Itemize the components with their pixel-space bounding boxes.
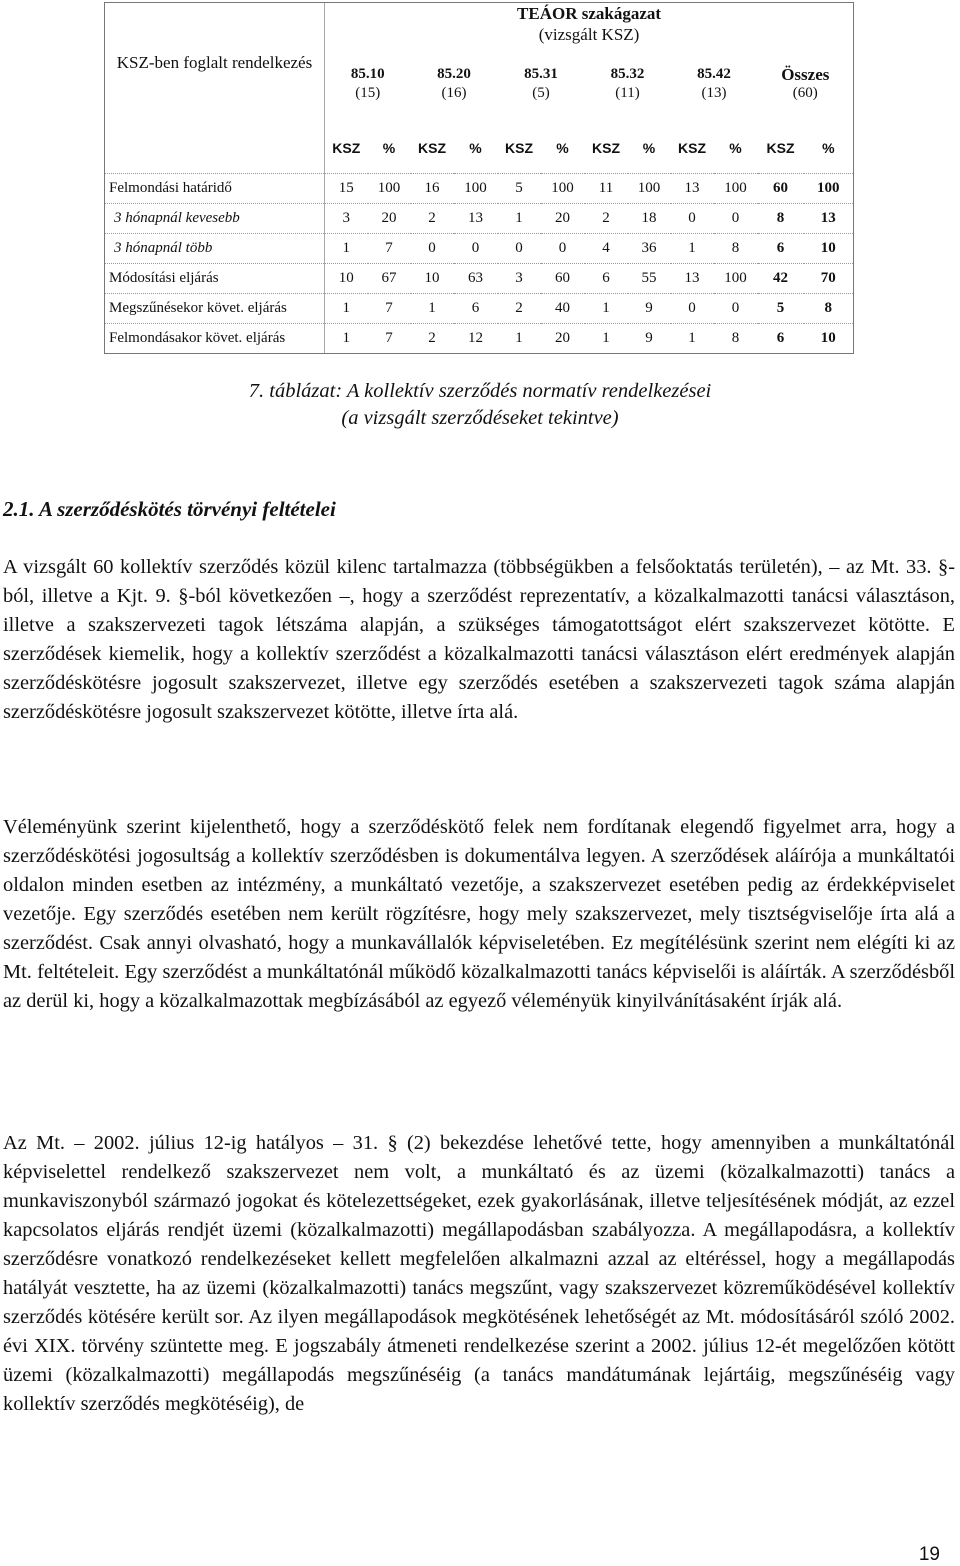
column-header-4: 85.32 (11) <box>610 66 645 101</box>
table-cell: 0 <box>714 203 758 233</box>
column-header-2: 85.20 (16) <box>437 66 471 101</box>
table-cell: 13 <box>671 263 714 293</box>
table-cell: 0 <box>541 233 585 263</box>
table-cell: 40 <box>541 293 585 323</box>
subheader-cell: % <box>642 139 656 156</box>
table-cell: 100 <box>628 173 671 203</box>
column-header-1: 85.10 (15) <box>325 45 411 123</box>
table-cell: 16 <box>411 173 454 203</box>
table-cell: 7 <box>368 233 411 263</box>
table-cell: 63 <box>454 263 498 293</box>
table-cell: 12 <box>454 323 498 353</box>
table-cell: 36 <box>628 233 671 263</box>
table-row <box>105 263 854 293</box>
table-cell: 18 <box>628 203 671 233</box>
table-cell: 20 <box>368 203 411 233</box>
row-label: Felmondási határidő <box>105 173 325 203</box>
table-row <box>105 293 854 323</box>
provisions-table <box>104 2 854 354</box>
subheader-cell: % <box>556 139 569 156</box>
table-cell: 67 <box>368 263 411 293</box>
table-caption <box>0 378 960 432</box>
subheader-cell: KSZ <box>325 123 368 173</box>
subheader-cell: % <box>469 139 482 156</box>
table-cell: 20 <box>541 323 585 353</box>
table-cell: 42 <box>758 263 804 293</box>
table-corner-label: KSZ-ben foglalt rendelkezés <box>105 3 325 124</box>
table-cell: 5 <box>758 293 804 323</box>
table-cell: 6 <box>585 263 628 293</box>
table-cell: 0 <box>454 233 498 263</box>
table-cell: 8 <box>714 233 758 263</box>
table-cell: 2 <box>585 203 628 233</box>
table-cell: 100 <box>714 173 758 203</box>
table-cell: 13 <box>804 203 854 233</box>
column-header-3: 85.31 (5) <box>524 66 558 101</box>
table-cell: 6 <box>758 233 804 263</box>
table-cell: 0 <box>671 293 714 323</box>
paragraph-2: Véleményünk szerint kijelenthető, hogy a szerződéskötő felek nem fordítanak elegendő figyelmet arra, hogy a szerződéskötési jogosultság a kollektív szerződésben is dokumentálva legyen. A szerződések aláírója a munkáltatói oldalon minden esetben az intézmény, a munkáltató vezetője, a szakszervezet esetében pedig az érdekképviselet vezetője. Egy szerződés esetében nem került rögzítésre, hogy mely szakszervezet, mely tisztségviselője írta alá a szerződést. Csak annyi olvasható, hogy a munkavállalók képviseletében. Ez megítélésünk szerint nem elégíti ki az Mt. feltételeit. Egy szerződést a munkáltatónál működő közalkalmazotti tanács képviselői is aláírták. A szerződésből az derül ki, hogy a közalkalmazottak megbízásából az egyező véleményük kinyilvánításaként írják alá. <box>3 816 955 1012</box>
table-cell: 8 <box>714 323 758 353</box>
subheader-cell: KSZ <box>505 139 533 156</box>
table-cell: 7 <box>368 293 411 323</box>
table-cell: 1 <box>325 323 368 353</box>
table-cell: 1 <box>411 293 454 323</box>
table-cell: 1 <box>585 293 628 323</box>
subheader-cell: KSZ <box>678 139 706 156</box>
group-subtitle: (vizsgált KSZ) <box>538 25 640 44</box>
table-cell: 100 <box>368 173 411 203</box>
table-cell: 100 <box>714 263 758 293</box>
table-cell: 4 <box>585 233 628 263</box>
table-cell: 1 <box>585 323 628 353</box>
table-cell: 10 <box>804 233 854 263</box>
table-cell: 2 <box>411 203 454 233</box>
table-cell: 1 <box>498 323 541 353</box>
table-cell: 6 <box>454 293 498 323</box>
row-label: Megszűnésekor követ. eljárás <box>105 293 325 323</box>
subheader-row <box>105 123 854 173</box>
table-cell: 100 <box>804 173 854 203</box>
subheader-cell: % <box>382 139 396 156</box>
table-cell: 10 <box>325 263 368 293</box>
table-cell: 10 <box>411 263 454 293</box>
table-cell: 0 <box>498 233 541 263</box>
table-cell: 60 <box>758 173 804 203</box>
table-row <box>105 203 854 233</box>
table-cell: 7 <box>368 323 411 353</box>
row-label: Felmondásakor követ. eljárás <box>105 323 325 353</box>
table-cell: 6 <box>758 323 804 353</box>
group-header <box>325 3 854 46</box>
subheader-cell: KSZ <box>766 139 795 156</box>
table-cell: 1 <box>671 233 714 263</box>
table-cell: 0 <box>671 203 714 233</box>
table-cell: 3 <box>498 263 541 293</box>
page-number: 19 <box>918 1544 940 1565</box>
table-row <box>105 323 854 353</box>
table-cell: 55 <box>628 263 671 293</box>
table-cell: 11 <box>585 173 628 203</box>
table-cell: 8 <box>804 293 854 323</box>
table-cell: 3 <box>325 203 368 233</box>
table-cell: 15 <box>325 173 368 203</box>
table-cell: 2 <box>498 293 541 323</box>
table-cell: 5 <box>498 173 541 203</box>
table-cell: 100 <box>541 173 585 203</box>
caption-line-1: 7. táblázat: A kollektív szerződés normatív rendelkezései <box>248 380 712 402</box>
paragraph-3: Az Mt. – 2002. július 12-ig hatályos – 31. § (2) bekezdése lehetővé tette, hogy amennyiben a munkáltatónál képviselettel rendelkező szakszervezet nem volt, a munkáltató és az üzemi (közalkalmazotti) tanács a munkaviszonyból származó jogokat és kötelezettségeket, ezek gyakorlásának, illetve teljesítésének módját, az ezzel kapcsolatos eljárás rendjét üzemi (közalkalmazotti) megállapodásban szabályozza. A megállapodásra, a kollektív szerződésre vonatkozó rendelkezéseket kellett megfelelően alkalmazni azzal az eltéréssel, hogy a megállapodás hatályát vesztette, ha az üzemi (közalkalmazotti) tanács megszűnt, vagy szakszervezet közreműködésével kollektív szerződés kötésére került sor. Az ilyen megállapodások megkötésének lehetőségét az Mt. módosításáról szóló 2002. évi XIX. törvény szüntette meg. E jogszabály átmeneti rendelkezése szerint a 2002. július 12-ét megelőzően kötött üzemi (közalkalmazotti) megállapodás megszűnéséig (a tanács mandátumának lejártáig, megszűnéséig vagy kollektív szerződés megkötéséig), de <box>3 1132 955 1415</box>
table-cell: 1 <box>325 293 368 323</box>
subheader-cell: % <box>729 139 742 156</box>
table-row <box>105 173 854 203</box>
row-label: Módosítási eljárás <box>105 263 325 293</box>
table-cell: 60 <box>541 263 585 293</box>
section-heading: 2.1. A szerződéskötés törvényi feltételei <box>3 497 336 521</box>
subheader-cell: KSZ <box>592 139 620 156</box>
column-header-5: 85.42 (13) <box>697 66 731 101</box>
table-cell: 1 <box>671 323 714 353</box>
row-label: 3 hónapnál több <box>105 233 325 263</box>
table-cell: 100 <box>454 173 498 203</box>
subheader-cell: % <box>804 123 854 173</box>
subheader-cell: KSZ <box>418 139 446 156</box>
table-cell: 13 <box>671 173 714 203</box>
group-title: TEÁOR szakágazat <box>517 4 662 23</box>
table-cell: 2 <box>411 323 454 353</box>
table-cell: 0 <box>714 293 758 323</box>
table-cell: 70 <box>804 263 854 293</box>
caption-line-2: (a vizsgált szerződéseket tekintve) <box>341 407 619 429</box>
table-cell: 10 <box>804 323 854 353</box>
paragraph-1: A vizsgált 60 kollektív szerződés közül kilenc tartalmazza (többségükben a felsőoktatás területén), – az Mt. 33. §-ból, illetve a Kjt. 9. §-ból következően –, hogy a szerződést reprezentatív, a közalkalmazotti tanácsi választáson, illetve a szakszervezeti tagok létszáma alapján, a szükséges támogatottságot elért szakszervezet kötötte. E szerződések kiemelik, hogy a kollektív szerződést a közalkalmazotti tanácsi választáson elért eredmények alapján szerződéskötésre jogosult szakszervezet, illetve egy szerződés esetében a szakszervezeti tagok száma alapján szerződéskötésre jogosult szakszervezet kötötte, illetve írta alá. <box>3 556 955 723</box>
column-header-total: Összes (60) <box>758 45 854 123</box>
table-cell: 13 <box>454 203 498 233</box>
table-cell: 1 <box>498 203 541 233</box>
table-cell: 1 <box>325 233 368 263</box>
table-cell: 9 <box>628 323 671 353</box>
table-cell: 9 <box>628 293 671 323</box>
table-cell: 0 <box>411 233 454 263</box>
table-cell: 8 <box>758 203 804 233</box>
row-label: 3 hónapnál kevesebb <box>105 203 325 233</box>
table-row <box>105 233 854 263</box>
table-cell: 20 <box>541 203 585 233</box>
